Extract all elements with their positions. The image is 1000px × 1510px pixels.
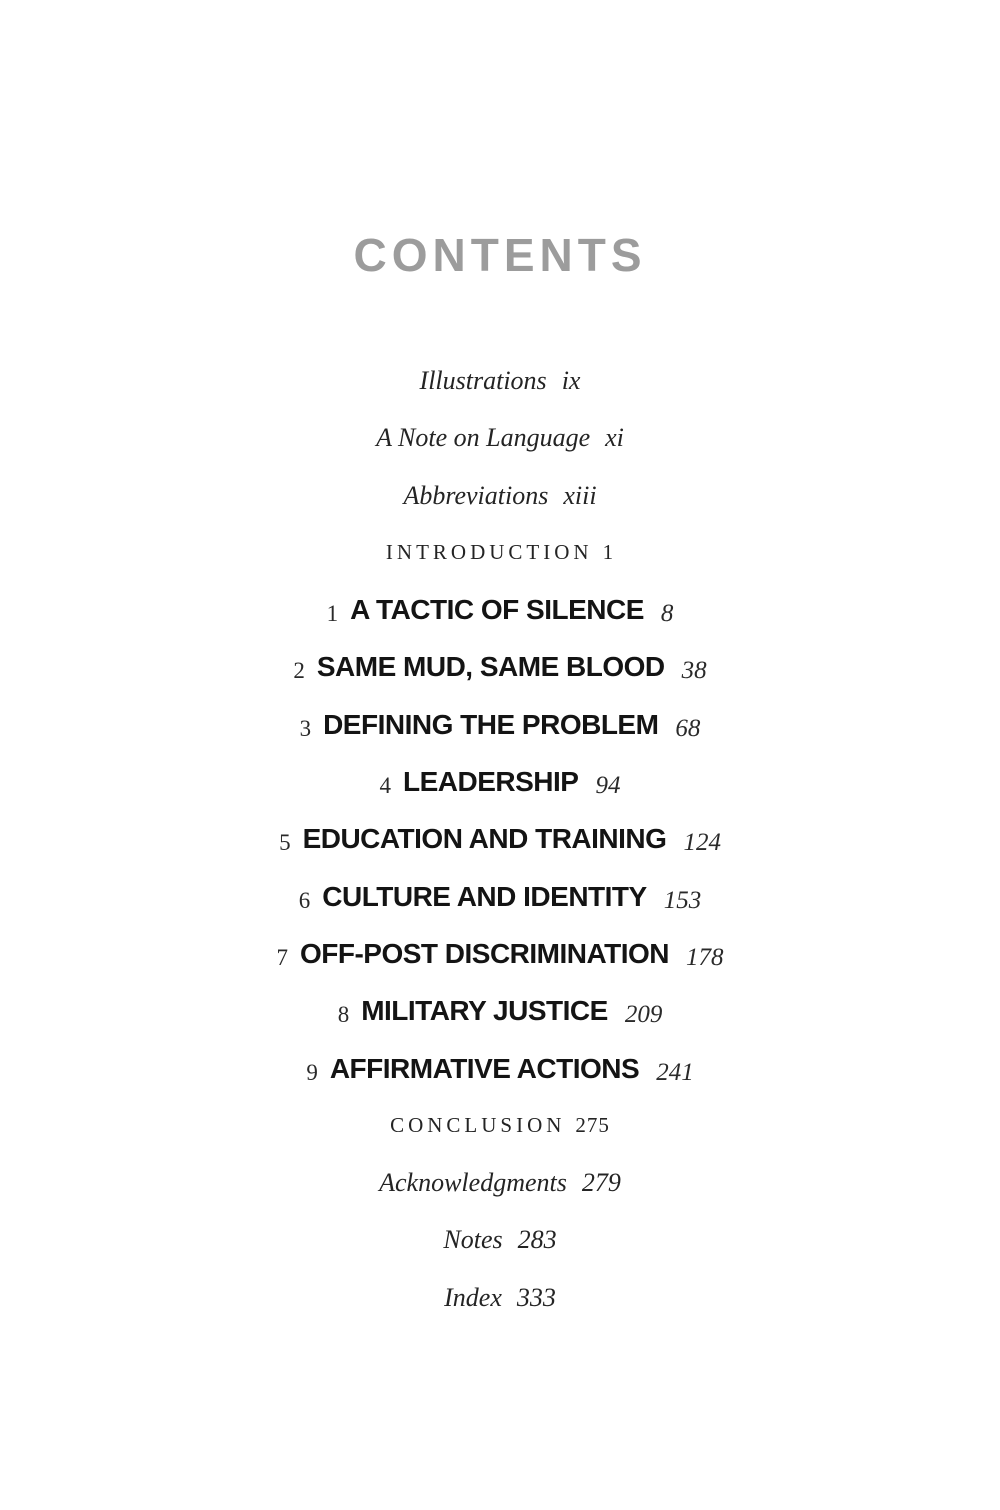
chapter-number: 8 bbox=[337, 1002, 350, 1028]
entry-page: 275 bbox=[575, 1112, 610, 1137]
toc-entry-illustrations bbox=[0, 352, 1000, 409]
entry-label: CULTURE AND IDENTITY bbox=[322, 880, 647, 912]
toc-entry-chapter-2 bbox=[0, 638, 1000, 695]
toc-entry-chapter-3 bbox=[0, 696, 1000, 753]
entry-page: 178 bbox=[686, 943, 724, 971]
entry-page: 283 bbox=[517, 1225, 557, 1255]
entry-label: A TACTIC OF SILENCE bbox=[350, 594, 644, 626]
entry-page: 1 bbox=[602, 539, 615, 564]
toc-entry-conclusion bbox=[0, 1097, 1000, 1154]
entry-page: ix bbox=[561, 366, 581, 395]
chapter-number: 5 bbox=[279, 830, 291, 856]
chapter-number: 2 bbox=[293, 658, 305, 684]
entry-label: Illustrations bbox=[419, 366, 547, 395]
toc-list bbox=[0, 352, 1000, 1326]
entry-label: MILITARY JUSTICE bbox=[361, 995, 608, 1027]
entry-label: Acknowledgments bbox=[379, 1168, 567, 1198]
entry-page: 68 bbox=[675, 714, 701, 742]
entry-label: DEFINING THE PROBLEM bbox=[323, 708, 659, 740]
entry-label: AFFIRMATIVE ACTIONS bbox=[329, 1052, 640, 1084]
entry-label: Notes bbox=[443, 1225, 503, 1255]
entry-label: SAME MUD, SAME BLOOD bbox=[316, 651, 665, 683]
toc-entry-chapter-6 bbox=[0, 868, 1000, 925]
entry-label: Abbreviations bbox=[403, 480, 549, 510]
chapter-number: 3 bbox=[299, 715, 312, 741]
entry-page: 8 bbox=[660, 600, 674, 628]
toc-entry-note-on-language bbox=[0, 409, 1000, 466]
chapter-number: 7 bbox=[276, 944, 288, 970]
toc-entry-chapter-5 bbox=[0, 810, 1000, 867]
toc-entry-index bbox=[0, 1269, 1000, 1326]
entry-label: INTRODUCTION bbox=[385, 539, 593, 564]
entry-page: 38 bbox=[681, 657, 707, 685]
entry-label: CONCLUSION bbox=[390, 1112, 566, 1137]
entry-page: 241 bbox=[656, 1058, 694, 1086]
entry-page: 209 bbox=[624, 1001, 663, 1029]
toc-entry-chapter-1 bbox=[0, 581, 1000, 638]
toc-entry-chapter-7 bbox=[0, 925, 1000, 982]
toc-entry-notes bbox=[0, 1211, 1000, 1268]
page-title: CONTENTS bbox=[353, 229, 647, 281]
entry-label: EDUCATION AND TRAINING bbox=[302, 823, 667, 855]
chapter-number: 1 bbox=[326, 601, 339, 627]
entry-label: LEADERSHIP bbox=[403, 766, 579, 798]
chapter-number: 9 bbox=[306, 1059, 318, 1085]
entry-label: A Note on Language bbox=[376, 423, 591, 453]
toc-entry-chapter-9 bbox=[0, 1040, 1000, 1097]
entry-page: 333 bbox=[516, 1282, 556, 1312]
entry-label: OFF-POST DISCRIMINATION bbox=[299, 937, 670, 969]
toc-entry-chapter-8 bbox=[0, 982, 1000, 1039]
toc-entry-acknowledgments bbox=[0, 1154, 1000, 1211]
entry-page: xiii bbox=[563, 480, 597, 510]
toc-entry-abbreviations bbox=[0, 467, 1000, 524]
chapter-number: 4 bbox=[379, 773, 392, 799]
entry-page: 153 bbox=[663, 886, 702, 914]
entry-page: xi bbox=[605, 423, 624, 453]
entry-label: Index bbox=[444, 1282, 502, 1312]
entry-page: 279 bbox=[581, 1168, 621, 1198]
entry-page: 124 bbox=[683, 829, 721, 857]
entry-page: 94 bbox=[595, 772, 621, 800]
toc-entry-introduction bbox=[0, 524, 1000, 581]
toc-entry-chapter-4 bbox=[0, 753, 1000, 810]
chapter-number: 6 bbox=[298, 887, 311, 913]
